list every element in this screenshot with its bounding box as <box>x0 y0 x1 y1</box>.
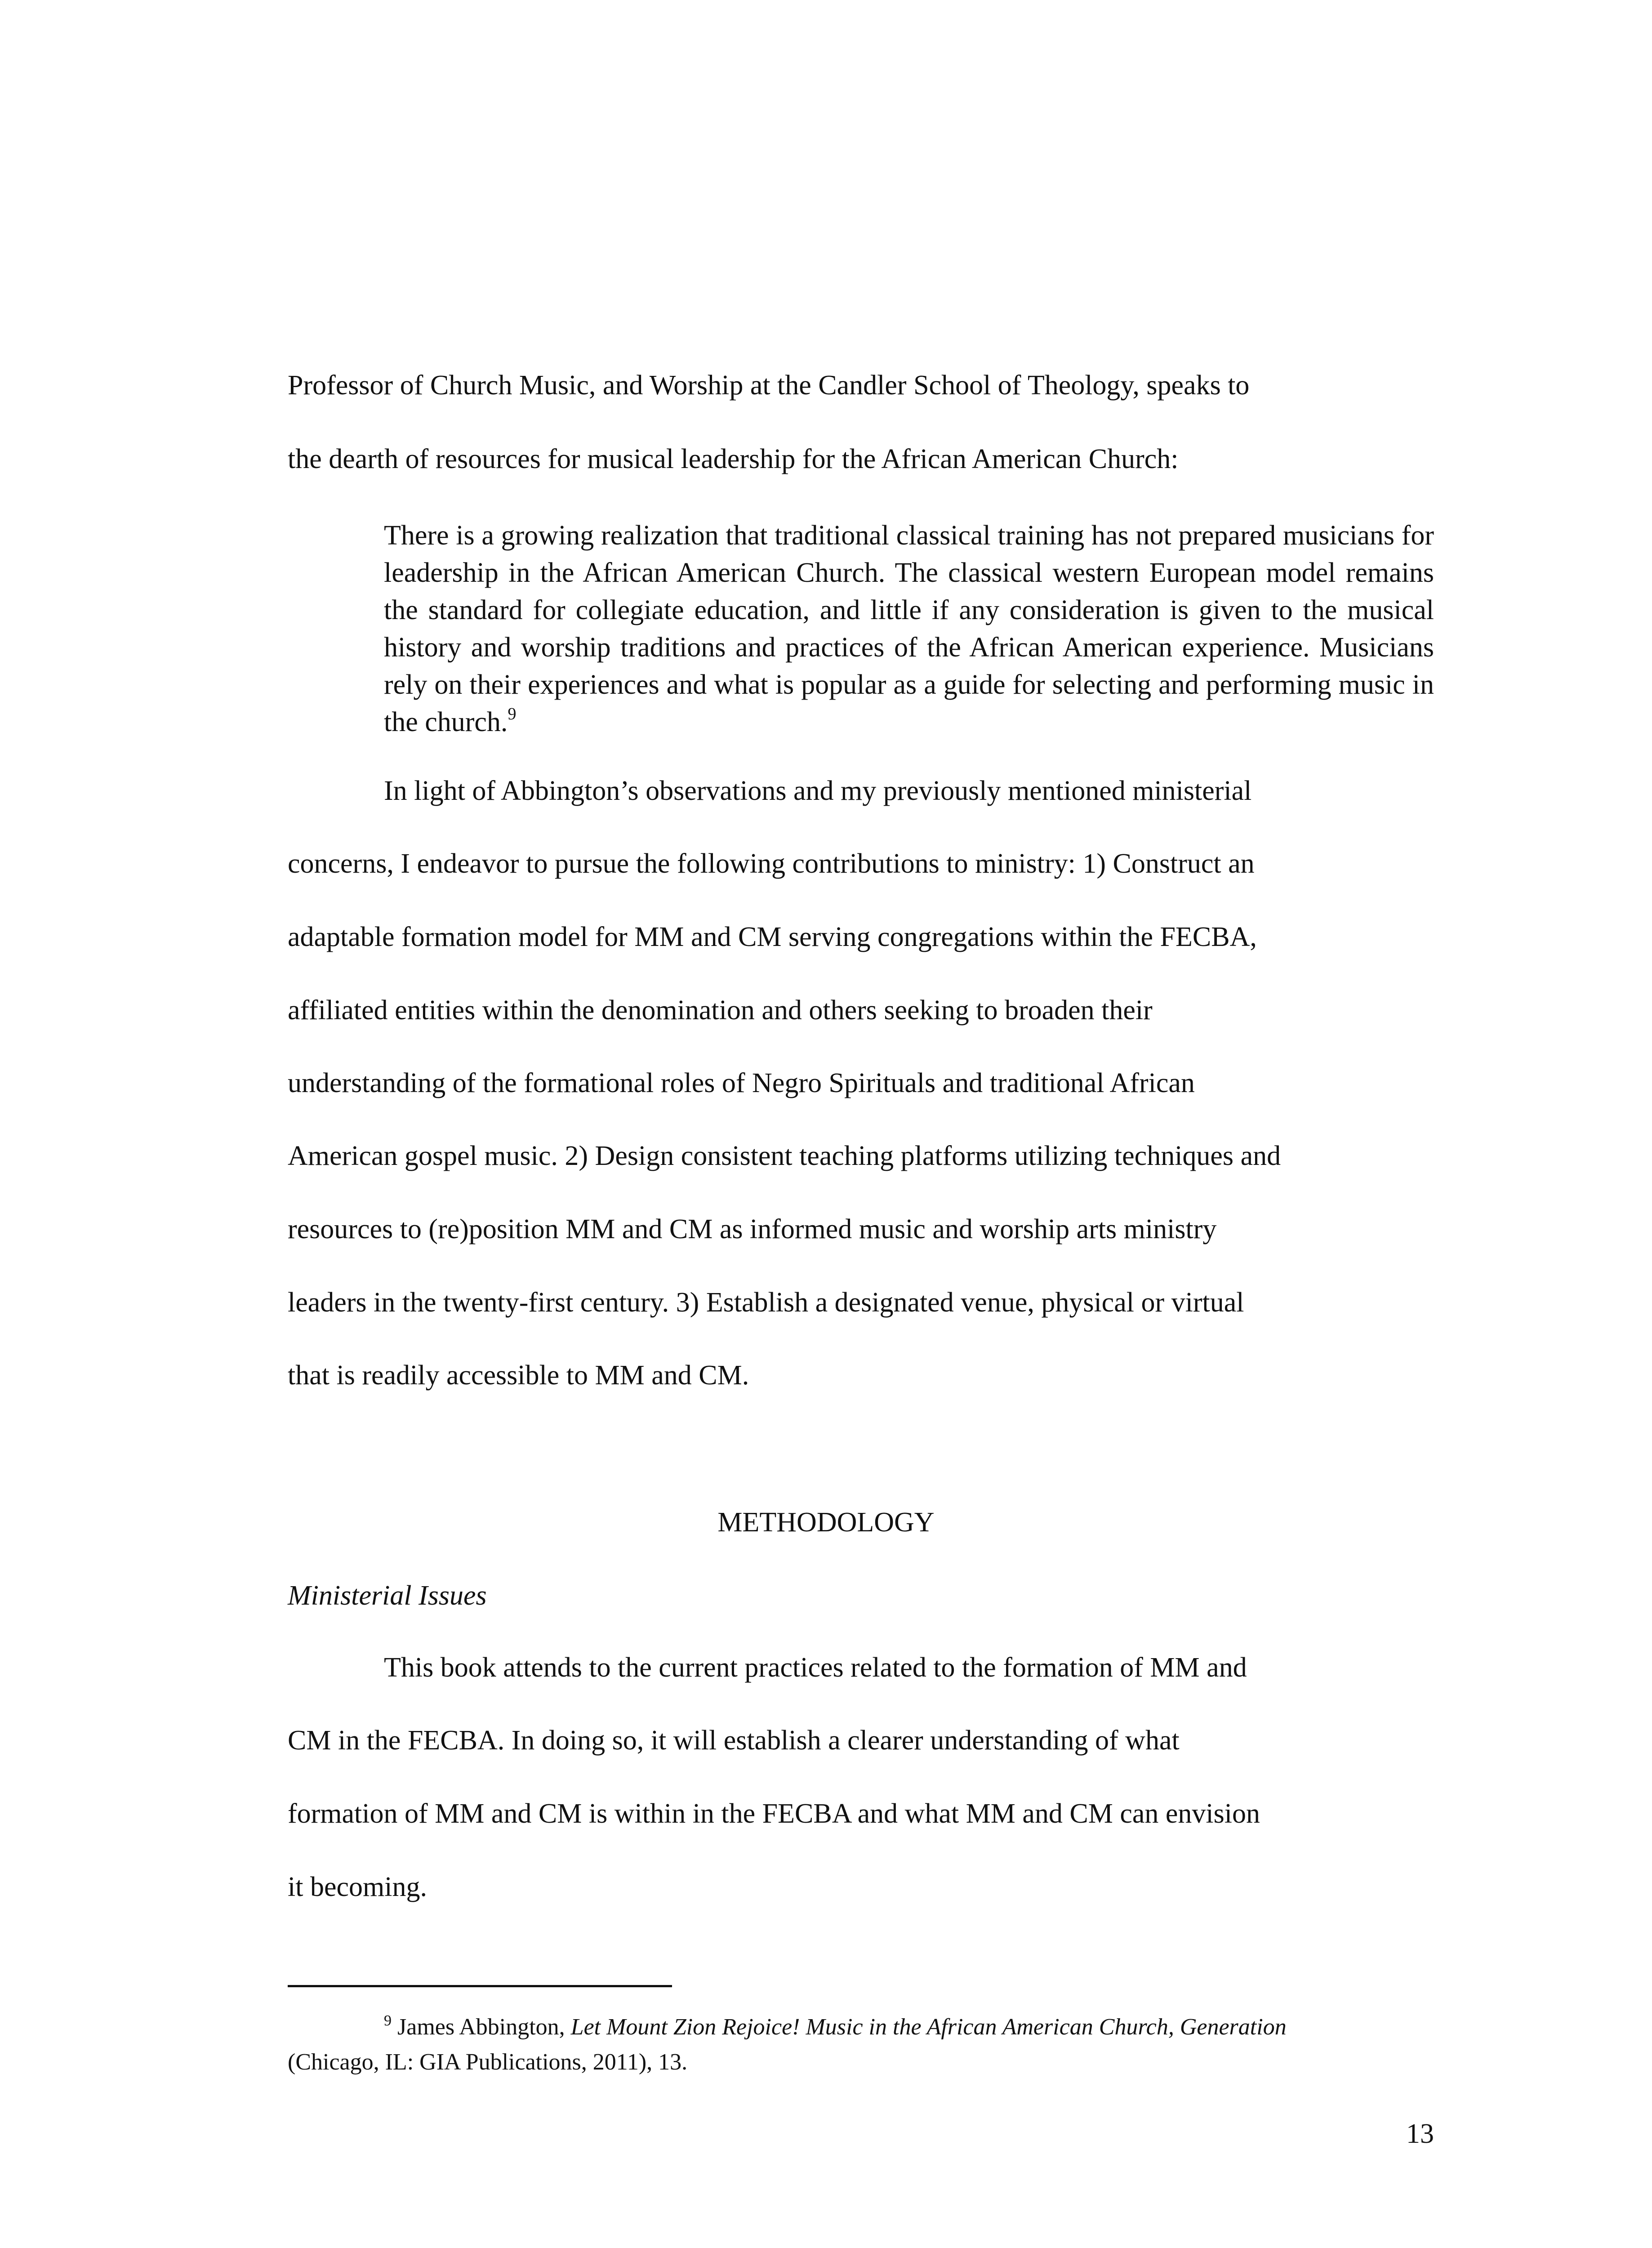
paragraph-line-7: resources to (re)position MM and CM as informed music and worship arts ministry <box>288 1214 1217 1244</box>
footnote-reference: 9 <box>508 705 517 723</box>
methodology-line-2: CM in the FECBA. In doing so, it will establish a clearer understanding of what <box>288 1725 1180 1756</box>
intro-line-2: the dearth of resources for musical leadership for the African American Church: <box>288 444 1179 474</box>
footnote-separator <box>288 1985 672 1987</box>
paragraph-line-5: understanding of the formational roles of Negro Spirituals and traditional African <box>288 1068 1195 1098</box>
methodology-line-3: formation of MM and CM is within in the FECBA and what MM and CM can envision <box>288 1798 1260 1829</box>
paragraph-line-6: American gospel music. 2) Design consistent teaching platforms utilizing techniques and <box>288 1141 1281 1171</box>
footnote-author: James Abbington, <box>397 2014 571 2040</box>
intro-line-1: Professor of Church Music, and Worship at the Candler School of Theology, speaks to <box>288 370 1250 401</box>
paragraph-line-1: In light of Abbington’s observations and my previously mentioned ministerial <box>384 776 1252 806</box>
block-quote-text: There is a growing realization that traditional classical training has not prepared musicians for leadership in the African American Church. The classical western European model remains the standard for collegiate education, and little if any consideration is given to the musical history and worship traditions and practices of the African American experience. Musicians rely on their experiences and what is popular as a guide for selecting and performing music in the church. <box>384 520 1434 737</box>
block-quote <box>384 517 1434 741</box>
paragraph-line-4: affiliated entities within the denomination and others seeking to broaden their <box>288 995 1153 1026</box>
footnote-number: 9 <box>384 2012 392 2029</box>
methodology-line-4: it becoming. <box>288 1872 427 1902</box>
paragraph-line-8: leaders in the twenty-first century. 3) Establish a designated venue, physical or virtual <box>288 1287 1244 1318</box>
paragraph-line-2: concerns, I endeavor to pursue the following contributions to ministry: 1) Construct an <box>288 848 1255 879</box>
paragraph-line-9: that is readily accessible to MM and CM. <box>288 1360 749 1391</box>
footnote <box>288 2010 1437 2080</box>
footnote-title: Let Mount Zion Rejoice! Music in the African American Church, Generation <box>570 2014 1287 2040</box>
section-heading: METHODOLOGY <box>717 1507 935 1538</box>
methodology-line-1: This book attends to the current practices related to the formation of MM and <box>384 1652 1247 1683</box>
page-number: 13 <box>1406 2119 1434 2149</box>
paragraph-line-3: adaptable formation model for MM and CM serving congregations within the FECBA, <box>288 922 1257 952</box>
subheading: Ministerial Issues <box>288 1580 487 1611</box>
footnote-publication: (Chicago, IL: GIA Publications, 2011), 13. <box>288 2049 688 2075</box>
